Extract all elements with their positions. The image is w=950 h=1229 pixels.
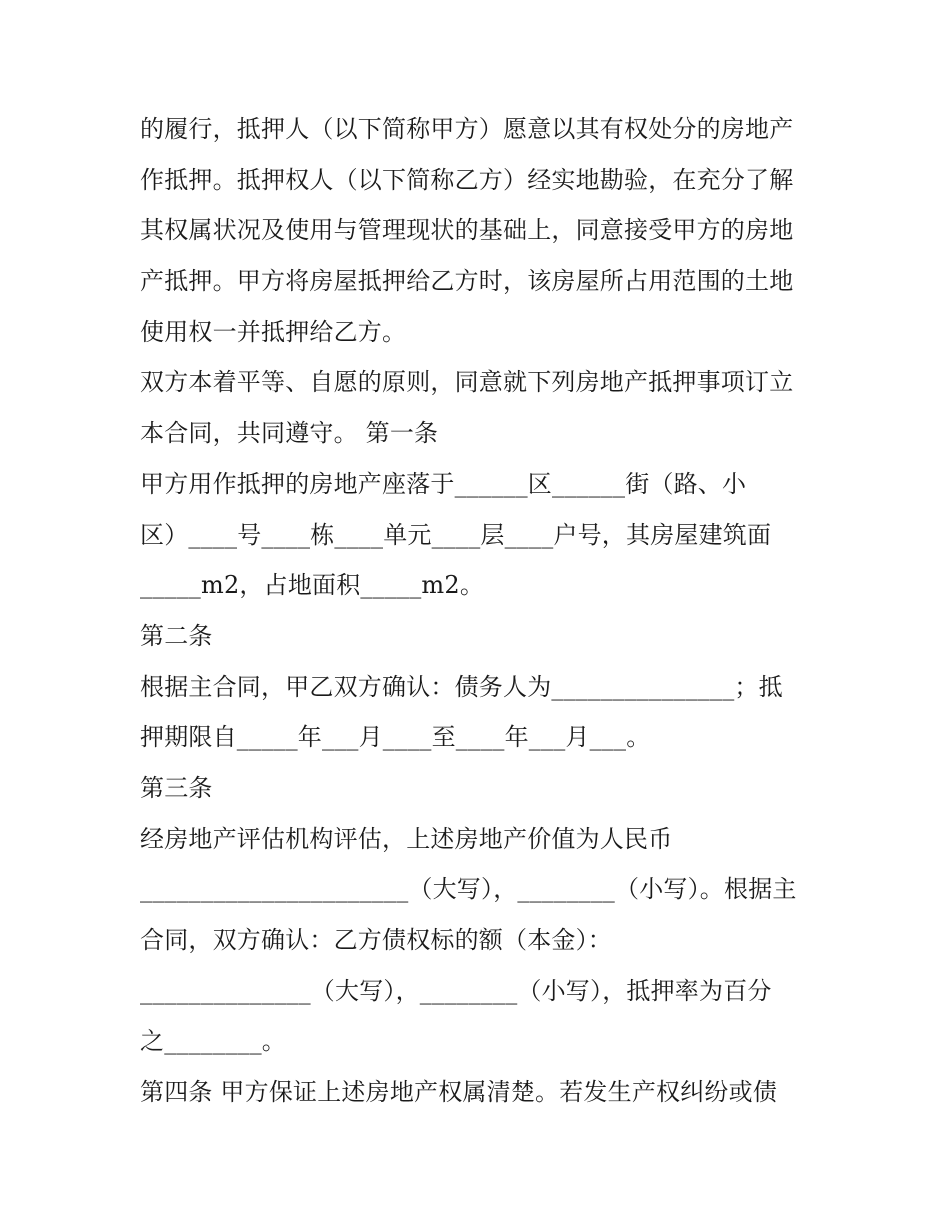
text-line: ______________________（大写），________（小写）。根据主 (140, 875, 797, 904)
text-line: 使用权一并抵押给乙方。 (140, 317, 407, 346)
text-line: 第四条 甲方保证上述房地产权属清楚。若发生产权纠纷或债 (140, 1078, 778, 1107)
text-line: 甲方用作抵押的房地产座落于______区______街（路、小 (140, 469, 747, 498)
text-line: 其权属状况及使用与管理现状的基础上，同意接受甲方的房地 (140, 216, 794, 245)
section-heading: 第二条 (140, 621, 213, 650)
text-line: 根据主合同，甲乙双方确认：债务人为_______________；抵 (140, 672, 783, 701)
text-line: _____m2，占地面积_____m2。 (140, 571, 485, 600)
document-page (140, 104, 820, 1118)
section-heading: 第三条 (140, 773, 213, 802)
text-line: 之________。 (140, 1027, 286, 1056)
text-line: 区）____号____栋____单元____层____户号，其房屋建筑面 (140, 520, 772, 549)
text-line: 的履行，抵押人（以下简称甲方）愿意以其有权处分的房地产 (140, 115, 794, 143)
text-line: 产抵押。甲方将房屋抵押给乙方时，该房屋所占用范围的土地 (140, 267, 794, 296)
text-line: 押期限自_____年___月____至____年___月___。 (140, 723, 651, 752)
text-line: 作抵押。抵押权人（以下简称乙方）经实地勘验，在充分了解 (140, 165, 794, 194)
text-line: 合同，双方确认：乙方债权标的额（本金）： (140, 926, 612, 954)
text-line: 经房地产评估机构评估，上述房地产价值为人民币 (140, 824, 673, 853)
text-line: ______________（大写），________（小写），抵押率为百分 (140, 976, 772, 1005)
text-line: 双方本着平等、自愿的原则，同意就下列房地产抵押事项订立 (140, 368, 794, 397)
text-line: 本合同，共同遵守。 第一条 (140, 419, 439, 448)
